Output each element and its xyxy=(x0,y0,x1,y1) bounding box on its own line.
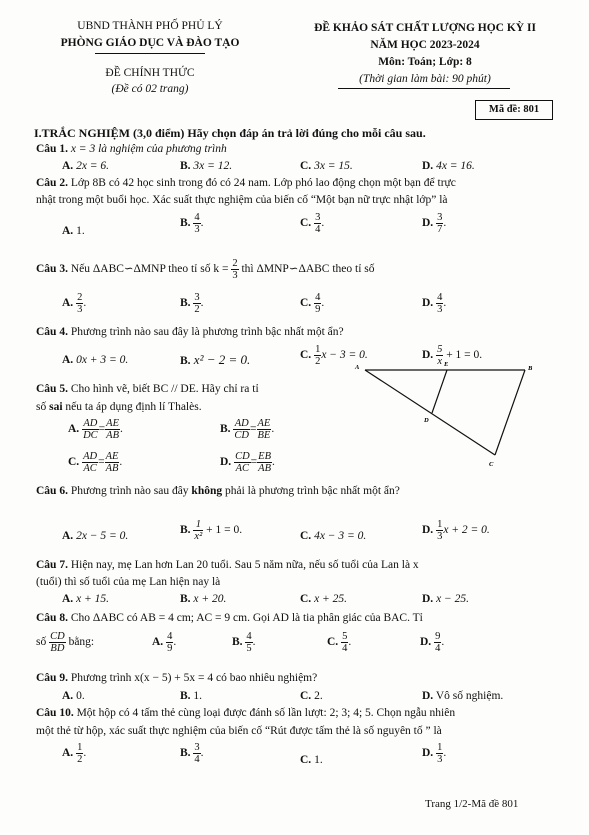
q3-a-fraction: $\frac{2}{3}$ xyxy=(77,292,83,315)
q7-option-c xyxy=(300,593,347,605)
q6-option-c xyxy=(300,530,366,542)
q5-label: Câu 5. xyxy=(36,383,68,395)
q9-label: Câu 9. xyxy=(36,672,68,684)
q6-d-label: D. xyxy=(422,524,434,537)
q5-b-frac2: $\frac{AE}{BE}$ xyxy=(257,418,271,441)
question-3 xyxy=(36,258,375,281)
q3-post: thì ΔMNP∽ΔABC theo tỉ số xyxy=(241,263,375,276)
q8-text: Cho ΔABC có AB = 4 cm; AC = 9 cm. Gọi AD là tia phân giác của BAC. Tỉ xyxy=(70,612,423,624)
q3-label: Câu 3. xyxy=(36,263,68,276)
question-9 xyxy=(36,672,317,684)
q5-triangle-figure xyxy=(340,360,540,475)
q5-a-label: A. xyxy=(68,423,80,436)
q9-d-text: Vô số nghiệm. xyxy=(435,690,504,702)
q10-option-b: B. $\frac{3}{4}$ . xyxy=(180,742,204,765)
q9-a-label: A. xyxy=(62,690,74,702)
q9-c-label: C. xyxy=(300,690,312,702)
q8-a-fraction: $\frac{4}{9}$ xyxy=(167,631,173,654)
q3-pre: Nếu ΔABC∽ΔMNP theo tỉ số k = xyxy=(70,263,229,276)
q4-a-text: 0x + 3 = 0. xyxy=(76,354,129,366)
header-right-line1: ĐỀ KHẢO SÁT CHẤT LƯỢNG HỌC KỲ II xyxy=(314,22,536,34)
q4-option-a xyxy=(62,354,128,366)
q3-d-fraction: $\frac{4}{3}$ xyxy=(437,292,443,315)
q8-b-label: B. xyxy=(232,636,243,649)
q5-line1: Cho hình vẽ, biết BC // DE. Hãy chỉ ra tỉ xyxy=(70,383,259,395)
q4-d-fraction: $\frac{5}{x}$ xyxy=(437,344,443,367)
q7-option-d xyxy=(422,593,469,605)
q2-label: Câu 2. xyxy=(36,177,68,189)
q4-text: Phương trình nào sau đây là phương trình bậc nhất một ẩn? xyxy=(70,326,344,338)
q7-a-label: A. xyxy=(62,593,74,605)
q10-option-d: D. $\frac{1}{3}$ . xyxy=(422,742,447,765)
question-1 xyxy=(36,143,227,155)
q10-d-fraction: $\frac{1}{3}$ xyxy=(437,742,443,765)
q1-d-text: 4x = 16. xyxy=(436,160,475,172)
q5-line2-c: nếu ta áp dụng định lí Thalès. xyxy=(65,401,202,413)
q5-b-label: B. xyxy=(220,423,231,436)
q1-text: x = 3 là nghiệm của phương trình xyxy=(70,143,227,155)
q8-a-label: A. xyxy=(152,636,164,649)
point-c-label: C xyxy=(489,461,494,468)
q9-c-text: 2. xyxy=(314,690,323,702)
q3-option-d: D. $\frac{4}{3}$ . xyxy=(422,292,447,315)
q2-d-label: D. xyxy=(422,217,434,230)
q10-d-label: D. xyxy=(422,747,434,760)
point-a-label: A xyxy=(355,364,360,371)
point-e-label: E xyxy=(444,361,449,368)
q8-pre2: số xyxy=(36,636,47,649)
q4-option-b xyxy=(180,352,250,368)
q7-c-text: x + 25. xyxy=(314,593,348,605)
question-8 xyxy=(36,612,423,624)
question-7 xyxy=(36,559,419,571)
q1-b-label: B. xyxy=(180,160,191,172)
header-right-line2: NĂM HỌC 2023-2024 xyxy=(370,39,480,51)
q1-option-a xyxy=(62,160,109,172)
header-left-line1: UBND THÀNH PHỐ PHỦ LÝ xyxy=(77,20,223,32)
q7-d-label: D. xyxy=(422,593,434,605)
q3-b-label: B. xyxy=(180,297,191,310)
q5-line2-a: số xyxy=(36,401,47,413)
q4-c-label: C. xyxy=(300,349,312,362)
q1-option-c xyxy=(300,160,353,172)
q4-c-text: x − 3 = 0. xyxy=(321,349,368,362)
q8-option-c: C. $\frac{5}{4}$ . xyxy=(327,631,352,654)
q5-a-frac2: $\frac{AE}{AB}$ xyxy=(106,418,119,441)
q3-b-fraction: $\frac{3}{2}$ xyxy=(194,292,200,315)
q10-label: Câu 10. xyxy=(36,707,74,719)
q5-c-frac2: $\frac{AE}{AB}$ xyxy=(105,451,119,474)
q4-c-fraction: $\frac{1}{2}$ xyxy=(315,344,321,367)
q10-b-fraction: $\frac{3}{4}$ xyxy=(194,742,200,765)
q5-a-frac1: $\frac{AD}{DC}$ xyxy=(83,418,98,441)
q9-text: Phương trình x(x − 5) + 5x = 4 có bao nhiêu nghiệm? xyxy=(70,672,318,684)
q2-a-label: A. xyxy=(62,225,74,237)
q7-d-text: x − 25. xyxy=(436,593,470,605)
q2-option-c: C. $\frac{3}{4}$ . xyxy=(300,212,325,235)
q6-a-text: 2x − 5 = 0. xyxy=(76,530,129,542)
q6-c-label: C. xyxy=(300,530,312,542)
exam-code-box: Mã đề: 801 xyxy=(475,100,553,120)
q1-a-text: 2x = 6. xyxy=(76,160,110,172)
q4-b-text: x² − 2 = 0. xyxy=(193,352,251,367)
header-left-line3: ĐỀ CHÍNH THỨC xyxy=(105,67,195,79)
segment-ac xyxy=(365,370,495,455)
q2-option-a xyxy=(62,225,85,237)
section-title: I.TRẮC NGHIỆM (3,0 điểm) Hãy chọn đáp án trả lời đúng cho mỗi câu sau. xyxy=(34,126,426,140)
q6-option-b xyxy=(180,519,242,542)
q8-post2: bằng: xyxy=(68,636,95,649)
q4-a-label: A. xyxy=(62,354,74,366)
q8-c-fraction: $\frac{5}{4}$ xyxy=(342,631,348,654)
q1-c-label: C. xyxy=(300,160,312,172)
point-d-label: D xyxy=(424,417,429,424)
q6-option-d xyxy=(422,519,490,542)
q7-c-label: C. xyxy=(300,593,312,605)
header-left-line4: (Đề có 02 trang) xyxy=(111,83,189,95)
q4-b-label: B. xyxy=(180,355,191,367)
q10-line2: một thẻ từ hộp, xác suất thực nghiệm của biến cố “Rút được tấm thẻ là số nguyên tố ” là xyxy=(36,725,442,737)
q2-a-text: 1. xyxy=(76,225,85,237)
q9-option-c xyxy=(300,690,323,702)
q6-pre: Phương trình nào sau đây xyxy=(70,485,189,497)
question-6 xyxy=(36,485,400,497)
q6-d-text: x + 2 = 0. xyxy=(443,524,490,537)
q4-label: Câu 4. xyxy=(36,326,68,338)
q7-option-b xyxy=(180,593,226,605)
q5-option-c: C. $\frac{AD}{AC}$ = $\frac{AE}{AB}$ . xyxy=(68,451,123,474)
q8-b-fraction: $\frac{4}{5}$ xyxy=(246,631,252,654)
q5-c-frac1: $\frac{AD}{AC}$ xyxy=(83,451,98,474)
q2-line1: Lớp 8B có 42 học sinh trong đó có 24 nam. Lớp phó lao động chọn một bạn để trực xyxy=(70,177,456,189)
q10-b-label: B. xyxy=(180,747,191,760)
header-right-line3: Môn: Toán; Lớp: 8 xyxy=(378,56,472,68)
header-right-line4: (Thời gian làm bài: 90 phút) xyxy=(359,73,491,85)
q6-post: phải là phương trình bậc nhất một ẩn? xyxy=(224,485,400,497)
q10-option-a: A. $\frac{1}{2}$ . xyxy=(62,742,87,765)
q5-d-label: D. xyxy=(220,456,232,469)
q1-option-d xyxy=(422,160,475,172)
q7-label: Câu 7. xyxy=(36,559,68,571)
q3-option-b: B. $\frac{3}{2}$ . xyxy=(180,292,204,315)
q6-b-fraction: $\frac{1}{\text{x²}}$ xyxy=(194,519,203,542)
page-footer: Trang 1/2-Mã đề 801 xyxy=(425,798,519,810)
q3-d-label: D. xyxy=(422,297,434,310)
q7-a-text: x + 15. xyxy=(76,593,110,605)
q9-a-text: 0. xyxy=(76,690,85,702)
q9-b-label: B. xyxy=(180,690,191,702)
segment-bc xyxy=(495,370,525,455)
q9-option-b xyxy=(180,690,202,702)
q5-option-a: A. $\frac{AD}{DC}$ = $\frac{AE}{AB}$ . xyxy=(68,418,123,441)
header-right-underline xyxy=(338,88,510,89)
q8-option-a: A. $\frac{4}{9}$ . xyxy=(152,631,177,654)
q3-a-label: A. xyxy=(62,297,74,310)
q8-d-fraction: $\frac{9}{4}$ xyxy=(435,631,441,654)
q7-b-label: B. xyxy=(180,593,191,605)
question-2 xyxy=(36,177,456,189)
q4-d-text: + 1 = 0. xyxy=(446,349,483,362)
q3-c-label: C. xyxy=(300,297,312,310)
q3-k-fraction: $\frac{2}{3}$ xyxy=(232,258,238,281)
q9-option-a xyxy=(62,690,85,702)
q1-b-text: 3x = 12. xyxy=(193,160,233,172)
q5-b-frac1: $\frac{AD}{CD}$ xyxy=(234,418,250,441)
q5-d-frac2: $\frac{EB}{AB}$ xyxy=(258,451,271,474)
q1-c-text: 3x = 15. xyxy=(314,160,353,172)
q8-c-label: C. xyxy=(327,636,339,649)
q6-option-a xyxy=(62,530,128,542)
q7-line2: (tuổi) thì số tuổi của mẹ Lan hiện nay là xyxy=(36,576,221,588)
q1-label: Câu 1. xyxy=(36,143,68,155)
q6-label: Câu 6. xyxy=(36,485,68,497)
q6-b-text: + 1 = 0. xyxy=(206,524,243,537)
q9-b-text: 1. xyxy=(193,690,203,702)
q10-a-fraction: $\frac{1}{2}$ xyxy=(77,742,83,765)
q4-d-label: D. xyxy=(422,349,434,362)
q6-a-label: A. xyxy=(62,530,74,542)
q2-b-fraction: $\frac{4}{3}$ xyxy=(194,212,200,235)
q8-option-d: D. $\frac{9}{4}$ . xyxy=(420,631,445,654)
q8-line2 xyxy=(36,631,94,654)
q10-option-c xyxy=(300,754,323,766)
q8-label: Câu 8. xyxy=(36,612,68,624)
q1-d-label: D. xyxy=(422,160,434,172)
q9-option-d xyxy=(422,690,503,702)
q2-option-b: B. $\frac{4}{3}$ . xyxy=(180,212,204,235)
q8-ratio-fraction: $\frac{CD}{BD}$ xyxy=(50,631,65,654)
q5-d-frac1: $\frac{CD}{AC}$ xyxy=(235,451,250,474)
header-left-line2: PHÒNG GIÁO DỤC VÀ ĐÀO TẠO xyxy=(60,37,240,49)
q2-d-fraction: $\frac{3}{7}$ xyxy=(437,212,443,235)
question-10 xyxy=(36,707,455,719)
q2-b-label: B. xyxy=(180,217,191,230)
q7-line1: Hiện nay, mẹ Lan hơn Lan 20 tuổi. Sau 5 năm nữa, nếu số tuổi của Lan là x xyxy=(70,559,419,571)
q2-c-fraction: $\frac{3}{4}$ xyxy=(315,212,321,235)
q3-option-a: A. $\frac{2}{3}$ . xyxy=(62,292,87,315)
question-5 xyxy=(36,383,259,395)
q3-c-fraction: $\frac{4}{9}$ xyxy=(315,292,321,315)
q10-c-text: 1. xyxy=(314,754,323,766)
q10-a-label: A. xyxy=(62,747,74,760)
q5-option-b: B. $\frac{AD}{CD}$ = $\frac{AE}{BE}$ . xyxy=(220,418,275,441)
header-left-underline xyxy=(95,53,205,54)
q8-option-b: B. $\frac{4}{5}$ . xyxy=(232,631,256,654)
q10-c-label: C. xyxy=(300,754,312,766)
q7-option-a xyxy=(62,593,109,605)
q2-option-d: D. $\frac{3}{7}$ . xyxy=(422,212,447,235)
question-4 xyxy=(36,326,344,338)
q1-option-b xyxy=(180,160,232,172)
q8-d-label: D. xyxy=(420,636,432,649)
q6-b-label: B. xyxy=(180,524,191,537)
q6-d-fraction: $\frac{1}{3}$ xyxy=(437,519,443,542)
q1-a-label: A. xyxy=(62,160,74,172)
q2-line2: nhật trong một buổi học. Xác suất thực nghiệm của biến cố “Một bạn nữ trực nhật lớp” là xyxy=(36,194,448,206)
q2-c-label: C. xyxy=(300,217,312,230)
segment-ed xyxy=(432,370,447,413)
q6-bold: không xyxy=(191,485,223,497)
q6-c-text: 4x − 3 = 0. xyxy=(314,530,367,542)
q9-d-label: D. xyxy=(422,690,434,702)
q5-option-d: D. $\frac{CD}{AC}$ = $\frac{EB}{AB}$ . xyxy=(220,451,275,474)
q10-line1: Một hộp có 4 tấm thẻ cùng loại được đánh số lần lượt: 2; 3; 4; 5. Chọn ngẫu nhiên xyxy=(76,707,456,719)
q5-line2 xyxy=(36,401,202,413)
q3-option-c: C. $\frac{4}{9}$ . xyxy=(300,292,325,315)
point-b-label: B xyxy=(528,365,533,372)
q5-c-label: C. xyxy=(68,456,80,469)
q5-line2-sai: sai xyxy=(49,401,63,413)
q7-b-text: x + 20. xyxy=(193,593,227,605)
